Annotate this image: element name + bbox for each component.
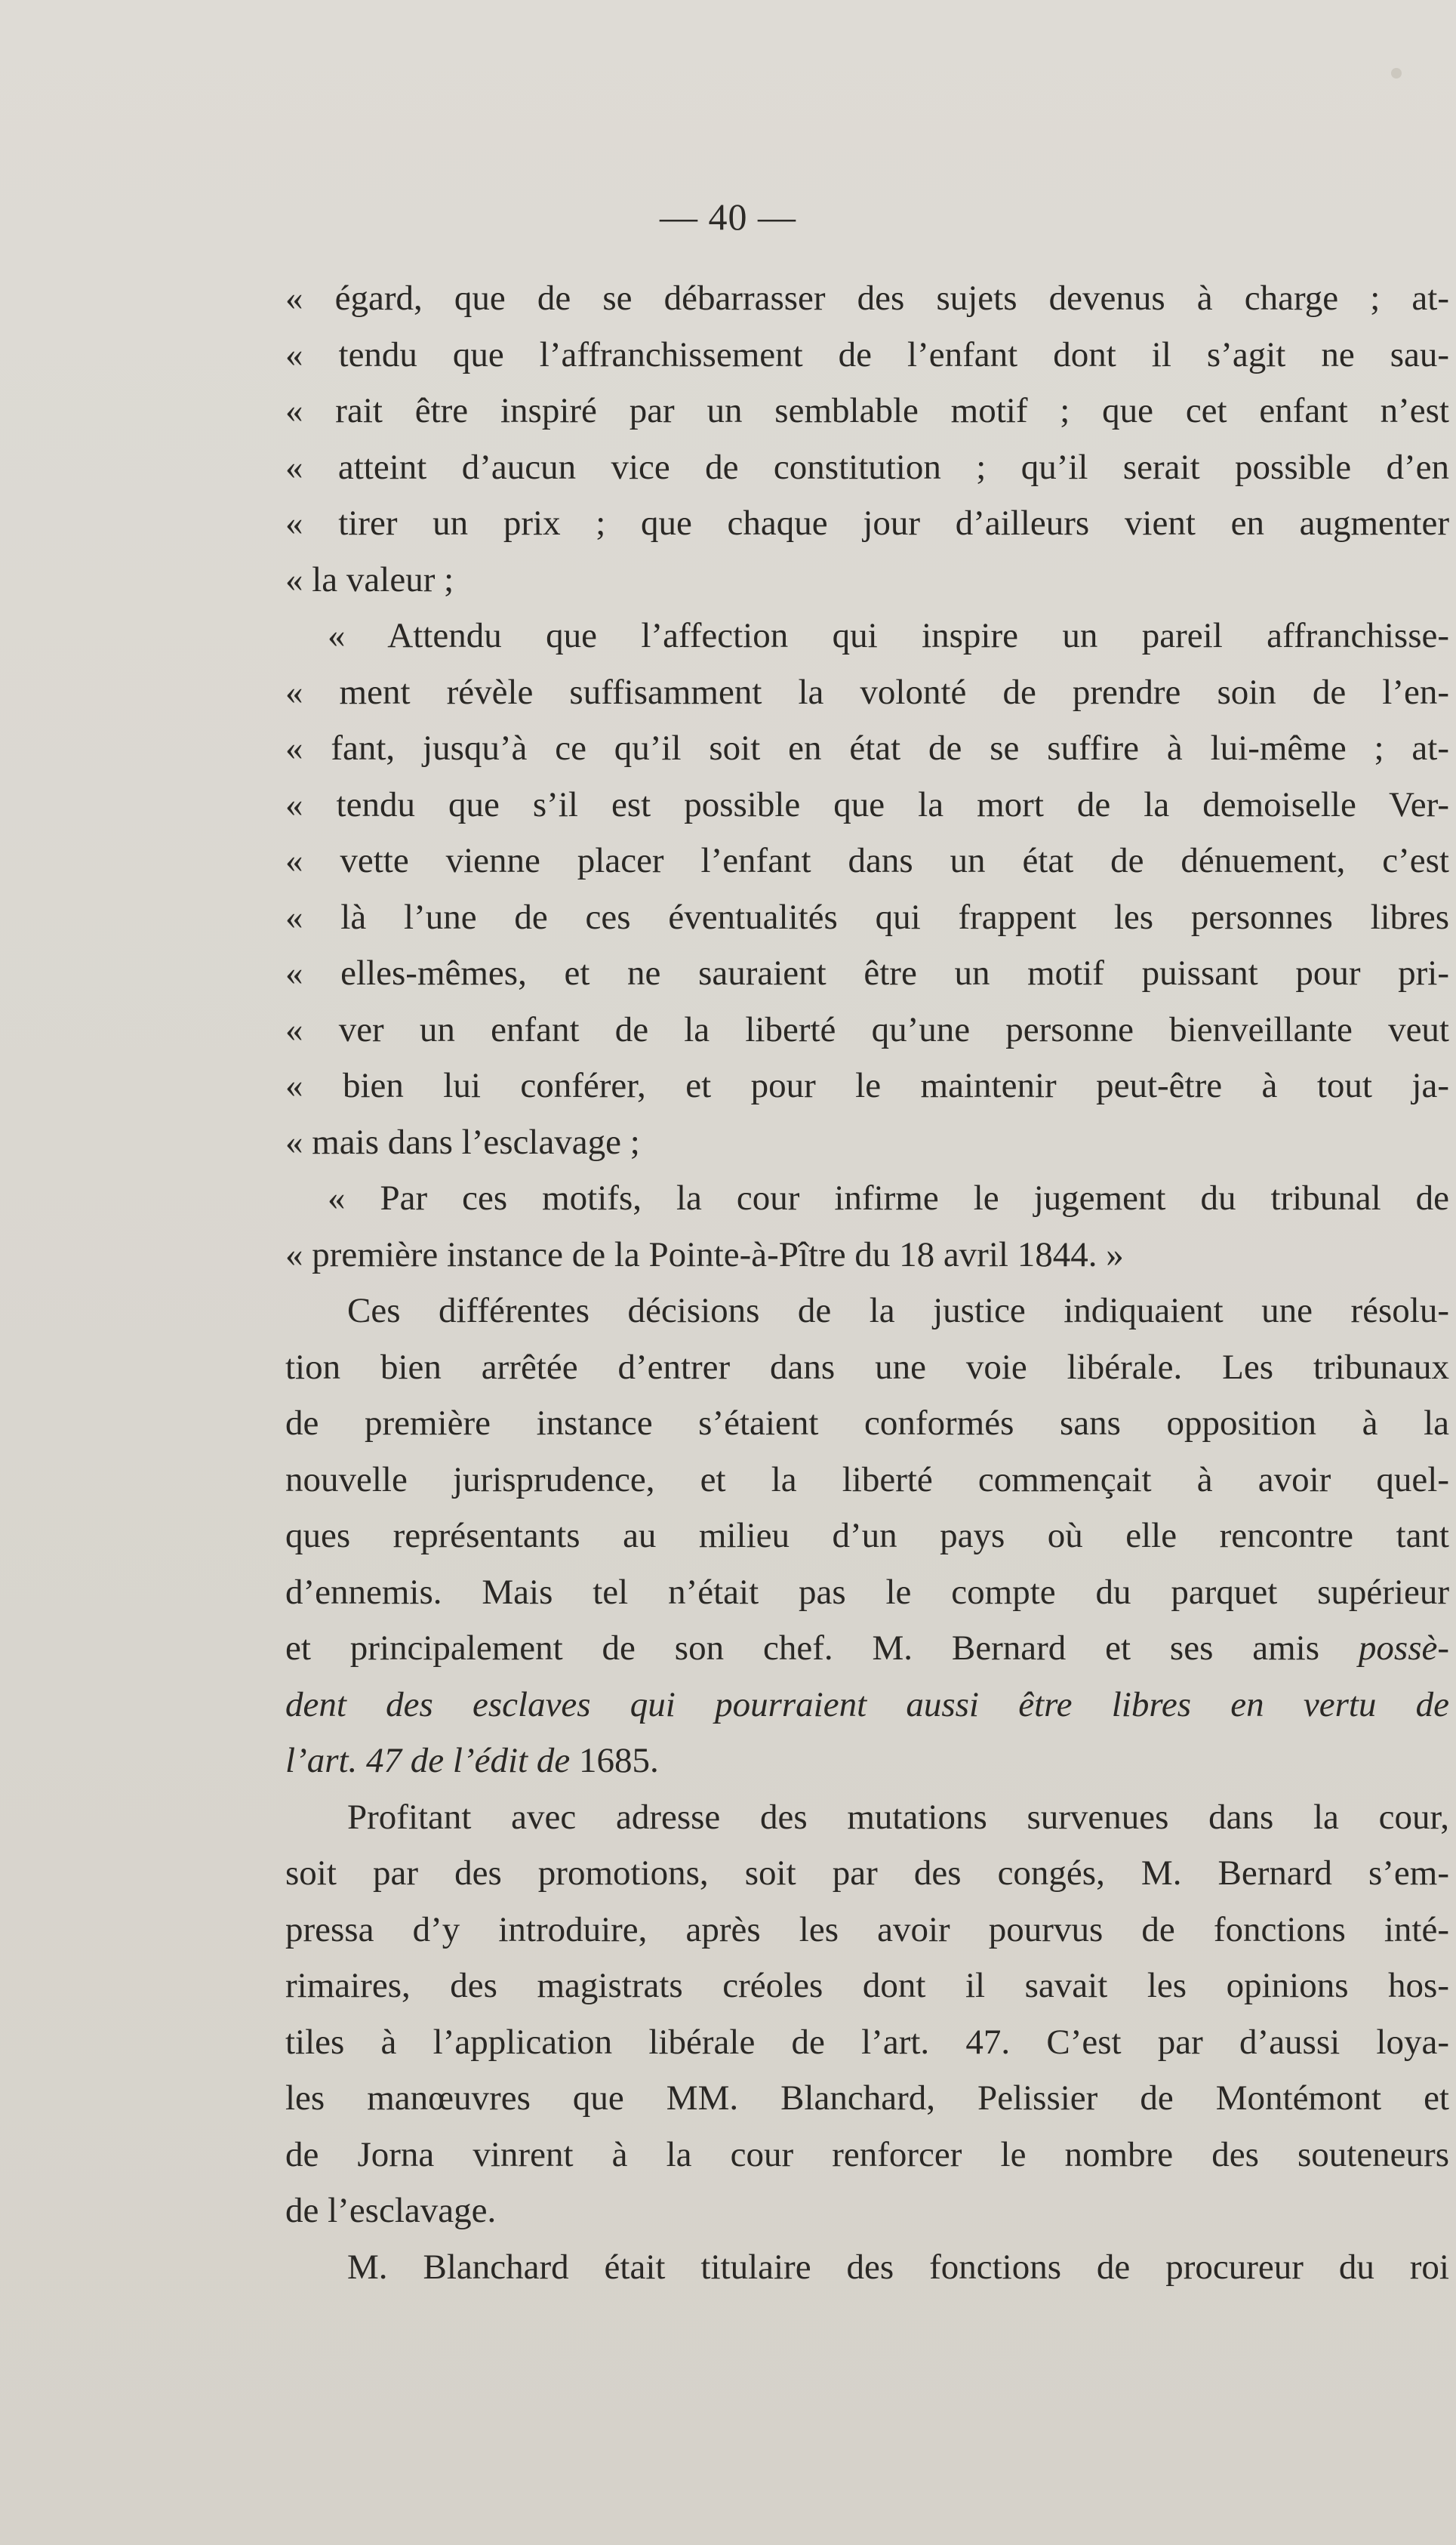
text-segment: et principalement de son chef. M. Bernard et ses amis [285, 1628, 1320, 1668]
text-line: « bien lui conférer, et pour le maintenir peut-être à tout ja- [285, 1066, 1449, 1105]
text-line: « Par ces motifs, la cour infirme le jugement du tribunal de [328, 1179, 1449, 1218]
text-line: pressa d’y introduire, après les avoir pourvus de fonctions inté- [285, 1909, 1449, 1949]
text-line: « fant, jusqu’à ce qu’il soit en état de se suffire à lui-même ; at- [285, 729, 1449, 768]
text-line: « la valeur ; [285, 559, 454, 599]
text-line: de première instance s’étaient conformés sans opposition à la [285, 1403, 1449, 1443]
page-number: — 40 — [660, 196, 796, 238]
text-line: Profitant avec adresse des mutations survenues dans la cour, [347, 1797, 1449, 1837]
text-line: nouvelle jurisprudence, et la liberté commençait à avoir quel- [285, 1459, 1449, 1499]
italic-line: dent des esclaves qui pourraient aussi être libres en vertu de [285, 1684, 1449, 1724]
italic-text: possè- [1358, 1628, 1449, 1668]
text-line: « ment révèle suffisamment la volonté de prendre soin de l’en- [285, 672, 1449, 712]
text-line: « tirer un prix ; que chaque jour d’ailleurs vient en augmenter [285, 504, 1449, 543]
text-line: tiles à l’application libérale de l’art. 47. C’est par d’aussi loya- [285, 2022, 1449, 2062]
italic-text: l’art. 47 de l’édit de [285, 1741, 571, 1780]
text-line: Ces différentes décisions de la justice indiquaient une résolu- [347, 1291, 1449, 1330]
text-line: « là l’une de ces éventualités qui frappent les personnes libres [285, 897, 1449, 937]
body-text [285, 270, 1449, 2295]
text-line: « première instance de la Pointe-à-Pître du 18 avril 1844. » [285, 1234, 1124, 1274]
text-line: rimaires, des magistrats créoles dont il savait les opinions hos- [285, 1966, 1449, 2005]
paper-speck [1391, 68, 1402, 79]
text-line: d’ennemis. Mais tel n’était pas le compte du parquet supérieur [285, 1572, 1449, 1612]
text-line: tion bien arrêtée d’entrer dans une voie libérale. Les tribunaux [285, 1347, 1449, 1387]
text-line: ques représentants au milieu d’un pays où elle rencontre tant [285, 1516, 1449, 1555]
text-line: de l’esclavage. [285, 2191, 497, 2230]
text-line: « rait être inspiré par un semblable motif ; que cet enfant n’est [285, 391, 1449, 430]
text-line: les manœuvres que MM. Blanchard, Pelissier de Montémont et [285, 2078, 1449, 2118]
text-line: « égard, que de se débarrasser des sujets devenus à charge ; at- [285, 279, 1449, 318]
text-line [285, 1733, 1449, 1789]
text-line: « vette vienne placer l’enfant dans un état de dénuement, c’est [285, 841, 1449, 880]
text-line: M. Blanchard était titulaire des fonctions de procureur du roi [347, 2247, 1449, 2287]
text-line: « Attendu que l’affection qui inspire un pareil affranchisse- [328, 616, 1449, 655]
text-line: « elles-mêmes, et ne sauraient être un motif puissant pour pri- [285, 954, 1449, 993]
text-line: de Jorna vinrent à la cour renforcer le nombre des souteneurs [285, 2134, 1449, 2174]
year-text: 1685. [578, 1741, 659, 1780]
text-line: « ver un enfant de la liberté qu’une personne bienveillante veut [285, 1009, 1449, 1049]
text-line: « atteint d’aucun vice de constitution ; qu’il serait possible d’en [285, 447, 1449, 487]
text-line: soit par des promotions, soit par des congés, M. Bernard s’em- [285, 1853, 1449, 1893]
text-line [285, 1620, 1449, 1677]
text-line: « tendu que l’affranchissement de l’enfant dont il s’agit ne sau- [285, 334, 1449, 374]
text-line: « mais dans l’esclavage ; [285, 1122, 640, 1162]
text-line: « tendu que s’il est possible que la mort de la demoiselle Ver- [285, 784, 1449, 824]
